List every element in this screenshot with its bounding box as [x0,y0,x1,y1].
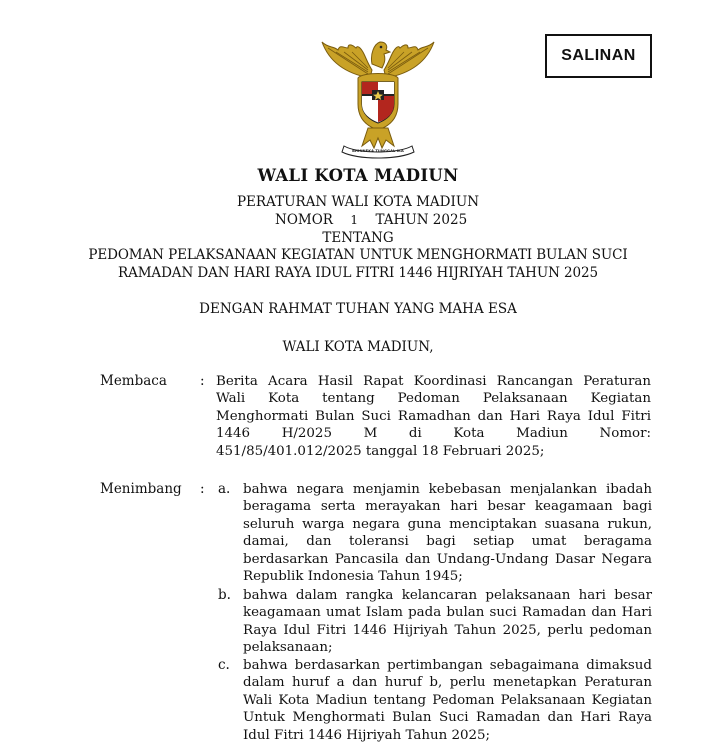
issuer-title: WALI KOTA MADIUN [257,166,459,185]
garuda-emblem-icon [318,34,438,160]
membaca-line: Berita Acara Hasil Rapat Koordinasi Rancangan Peraturan [216,374,651,389]
item-c-line: Wali Kota Madiun tentang Pedoman Pelaksanaan Kegiatan [243,692,652,708]
emblem-motto: BHINNEKA TUNGGAL IKA [352,149,404,153]
regulation-title-line-2: RAMADAN DAN HARI RAYA IDUL FITRI 1446 HIJRIYAH TAHUN 2025 [118,265,598,281]
regulation-number-line [275,212,495,228]
item-c-marker: c. [218,657,230,673]
regulation-type: PERATURAN WALI KOTA MADIUN [236,194,480,210]
item-c-line: Untuk Menghormati Bulan Suci Ramadan dan Hari Raya [243,710,652,726]
item-b-text [243,587,652,657]
item-a-line: berdasarkan Pancasila dan Undang-Undang Dasar Negara [243,551,652,567]
item-c-text [243,657,652,744]
membaca-colon: : [200,373,205,389]
membaca-label: Membaca [100,373,167,389]
regulation-title-line-1: PEDOMAN PELAKSANAAN KEGIATAN UNTUK MENGHORMATI BULAN SUCI [88,247,628,263]
item-c-line: Idul Fitri 1446 Hijriyah Tahun 2025; [243,727,491,743]
menimbang-label: Menimbang [100,481,182,497]
blessing-text: DENGAN RAHMAT TUHAN YANG MAHA ESA [199,301,517,317]
item-c-line: dalam huruf a dan huruf b, perlu menetapkan Peraturan [243,675,652,691]
menimbang-colon: : [200,481,205,497]
salinan-stamp: SALINAN [545,34,652,78]
year-label: TAHUN 2025 [375,212,468,228]
item-b-line: bahwa dalam rangka kelancaran pelaksanaan hari besar [243,588,652,603]
membaca-line: 451/85/401.012/2025 tanggal 18 Februari 2025; [216,443,545,459]
membaca-line: Menghormati Bulan Suci Ramadhan dan Hari Raya Idul Fitri [216,408,651,424]
item-a-line: beragama serta merayakan hari besar keagamaan bagi [243,499,652,515]
item-b-marker: b. [218,587,231,603]
about-label: TENTANG [322,230,394,246]
item-b-line: keagamaan umat Islam pada bulan suci Ramadan dan Hari [243,605,652,621]
number-label: NOMOR [275,212,333,228]
item-a-text [243,481,652,585]
item-a-line: seluruh warga negara guna menciptakan suasana rukun, [243,516,652,532]
item-b-line: pelaksanaan; [243,640,333,656]
membaca-text [216,373,651,460]
item-a-line: damai, dan toleransi bagi setiap umat beragama [243,534,652,550]
regulation-number: 1 [350,213,359,227]
item-a-line: Republik Indonesia Tahun 1945; [243,568,463,584]
official-title: WALI KOTA MADIUN, [282,339,434,355]
item-c-line: bahwa berdasarkan pertimbangan sebagaimana dimaksud [243,658,652,673]
membaca-line: 1446 H/2025 M di Kota Madiun Nomor: [216,426,651,442]
item-b-line: Raya Idul Fitri 1446 Hijriyah Tahun 2025, perlu pedoman [243,622,652,638]
item-a-marker: a. [218,481,231,497]
item-a-line: bahwa negara menjamin kebebasan menjalankan ibadah [243,482,652,497]
membaca-line: Wali Kota tentang Pedoman Pelaksanaan Kegiatan [216,391,651,407]
